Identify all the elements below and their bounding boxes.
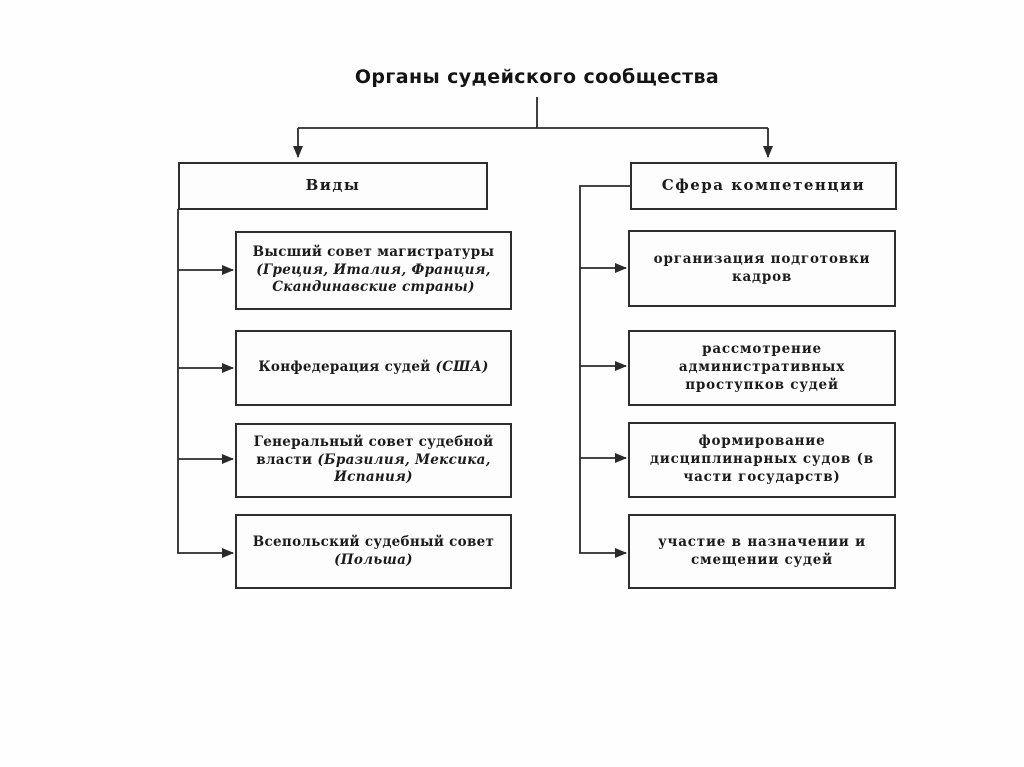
competence-box-4 [628,514,896,589]
item-note: (Бразилия, Мексика, Испания) [317,451,491,486]
item-note: (Греция, Италия, Франция, Скандинавские страны) [256,261,491,296]
diagram-title: Органы судейского сообщества [354,66,720,88]
item-text: рассмотрение административных проступков судей [678,341,846,393]
type-box-4 [235,514,512,589]
type-box-2 [235,330,512,406]
type-box-1-text [247,244,500,297]
item-note: (США) [435,359,489,376]
item-text: Высший совет магистратуры [252,243,495,260]
type-box-3 [235,423,512,498]
type-box-3-text [247,434,500,487]
competence-box-1-text [640,251,884,287]
item-note: (Польша) [334,551,413,568]
column-header-types-label: Виды [305,176,361,195]
competence-box-4-text [640,534,884,570]
competence-box-1 [628,230,896,307]
column-header-competence [630,162,897,210]
type-box-4-text [247,534,500,570]
item-text: Генеральный совет судебной власти [253,433,494,468]
competence-box-2-text [640,341,884,394]
left-spine [178,209,233,553]
competence-box-3-text [640,433,884,486]
item-text: формирование дисциплинарных судов (в части государств) [650,433,874,485]
item-text: участие в назначении и смещении судей [658,533,866,568]
column-header-types [178,162,488,210]
right-spine [580,186,630,553]
item-text: организация подготовки кадров [653,250,871,285]
type-box-1 [235,231,512,310]
column-header-competence-label: Сфера компетенции [661,176,866,195]
competence-box-2 [628,330,896,406]
item-text: Всепольский судебный совет [252,533,495,550]
competence-box-3 [628,422,896,498]
item-text: Конфедерация судей [258,359,431,376]
type-box-2-text [258,359,488,377]
